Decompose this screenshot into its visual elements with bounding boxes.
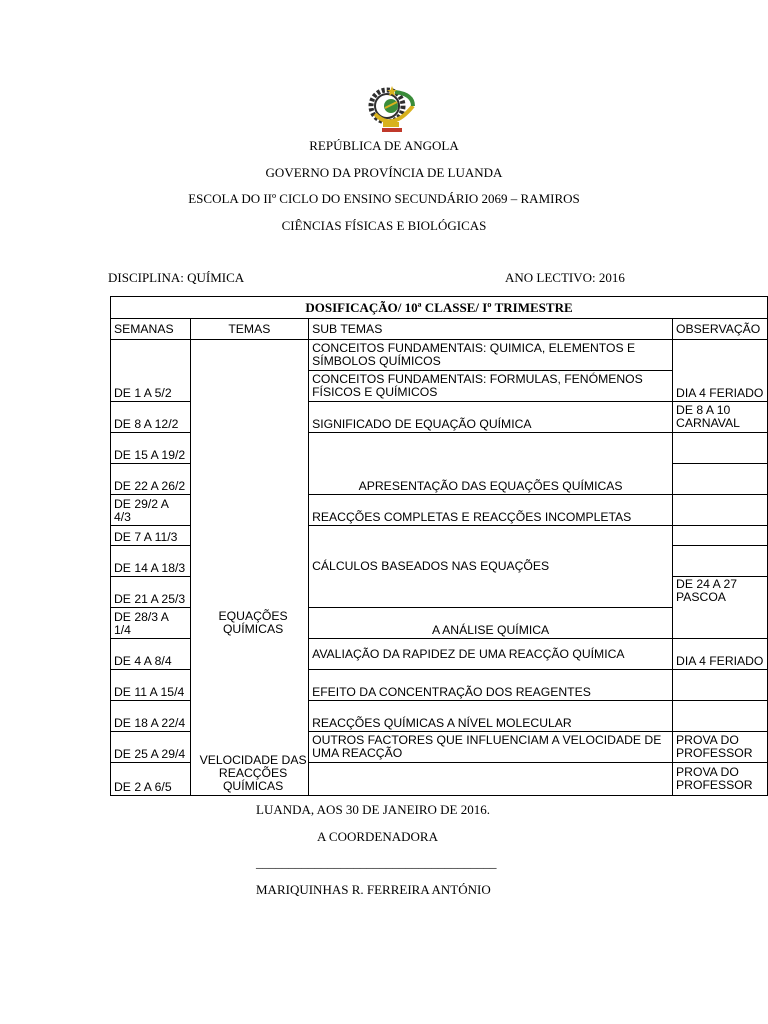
subtema-cell: REACÇÕES QUÍMICAS A NÍVEL MOLECULAR [309,701,673,732]
semana-cell: DE 28/3 A 1/4 [111,608,191,639]
observacao-cell [673,670,768,701]
semana-cell: DE 1 A 5/2 [111,340,191,402]
semana-cell: DE 22 A 26/2 [111,464,191,495]
subtema-cell: OUTROS FACTORES QUE INFLUENCIAM A VELOCIDADE DE UMA REACÇÃO [309,732,673,763]
header-line-escola: ESCOLA DO IIº CICLO DO ENSINO SECUNDÁRIO 2069 – RAMIROS [188,191,580,206]
semana-cell: DE 25 A 29/4 [111,732,191,763]
emblem-logo [365,84,419,134]
subtema-cell: CÁLCULOS BASEADOS NAS EQUAÇÕES [309,526,673,608]
semana-cell: DE 4 A 8/4 [111,639,191,670]
subtema-cell: EFEITO DA CONCENTRAÇÃO DOS REAGENTES [309,670,673,701]
semana-cell: DE 29/2 A 4/3 [111,495,191,526]
semana-cell: DE 15 A 19/2 [111,433,191,464]
semana-cell: DE 7 A 11/3 [111,526,191,546]
tema-equacoes: EQUAÇÕES QUÍMICAS [218,609,288,636]
header-line-republica: REPÚBLICA DE ANGOLA [309,138,459,153]
semana-cell: DE 21 A 25/3 [111,577,191,608]
semana-cell: DE 14 A 18/3 [111,546,191,577]
dosificacao-table [110,296,768,796]
semana-cell: DE 2 A 6/5 [111,763,191,796]
observacao-cell: DIA 4 FERIADO [673,340,768,402]
col-header-subtemas: SUB TEMAS [309,319,673,340]
tema-velocidade: VELOCIDADE DAS REACÇÕES QUÍMICAS [199,753,307,793]
col-header-semanas: SEMANAS [111,319,191,340]
semana-cell: DE 18 A 22/4 [111,701,191,732]
observacao-cell [673,701,768,732]
place-date: LUANDA, AOS 30 DE JANEIRO DE 2016. [256,802,490,817]
observacao-cell: DE 8 A 10 CARNAVAL [673,402,768,433]
ano-lectivo-label: ANO LECTIVO: 2016 [505,270,625,285]
temas-cell [190,340,309,796]
subtema-cell: APRESENTAÇÃO DAS EQUAÇÕES QUÍMICAS [309,433,673,495]
observacao-cell [673,526,768,546]
subtema-cell: REACÇÕES COMPLETAS E REACÇÕES INCOMPLETAS [309,495,673,526]
subtema-cell: CONCEITOS FUNDAMENTAIS: FORMULAS, FENÓMENOS FÍSICOS E QUÍMICOS [309,371,673,402]
observacao-cell [673,433,768,464]
table-title: DOSIFICAÇÃO/ 10ª CLASSE/ Iº TRIMESTRE [111,297,768,319]
coordenadora-role: A COORDENADORA [317,829,438,844]
disciplina-label: DISCIPLINA: QUÍMICA [108,270,245,285]
observacao-cell [673,464,768,495]
subtema-cell: CONCEITOS FUNDAMENTAIS: QUIMICA, ELEMENTOS E SÍMBOLOS QUÍMICOS [309,340,673,371]
semana-cell: DE 11 A 15/4 [111,670,191,701]
subtema-cell: SIGNIFICADO DE EQUAÇÃO QUÍMICA [309,402,673,433]
observacao-cell: PROVA DO PROFESSOR [673,763,768,796]
observacao-cell [673,495,768,526]
signature-line: _____________________________________ [256,855,497,870]
subtema-cell: AVALIAÇÃO DA RAPIDEZ DE UMA REACÇÃO QUÍMICA [309,639,673,670]
subtema-cell: A ANÁLISE QUÍMICA [309,608,673,639]
header-line-ciencias: CIÊNCIAS FÍSICAS E BIOLÓGICAS [281,218,487,233]
semana-cell: DE 8 A 12/2 [111,402,191,433]
col-header-temas: TEMAS [190,319,309,340]
subtema-cell [309,763,673,796]
observacao-cell [673,546,768,577]
observacao-cell: DIA 4 FERIADO [673,639,768,670]
observacao-cell: PROVA DO PROFESSOR [673,732,768,763]
coordenadora-name: MARIQUINHAS R. FERREIRA ANTÓNIO [256,882,491,897]
col-header-observacao: OBSERVAÇÃO [673,319,768,340]
observacao-cell: DE 24 A 27 PASCOA [673,577,768,639]
header-line-governo: GOVERNO DA PROVÍNCIA DE LUANDA [265,165,503,180]
